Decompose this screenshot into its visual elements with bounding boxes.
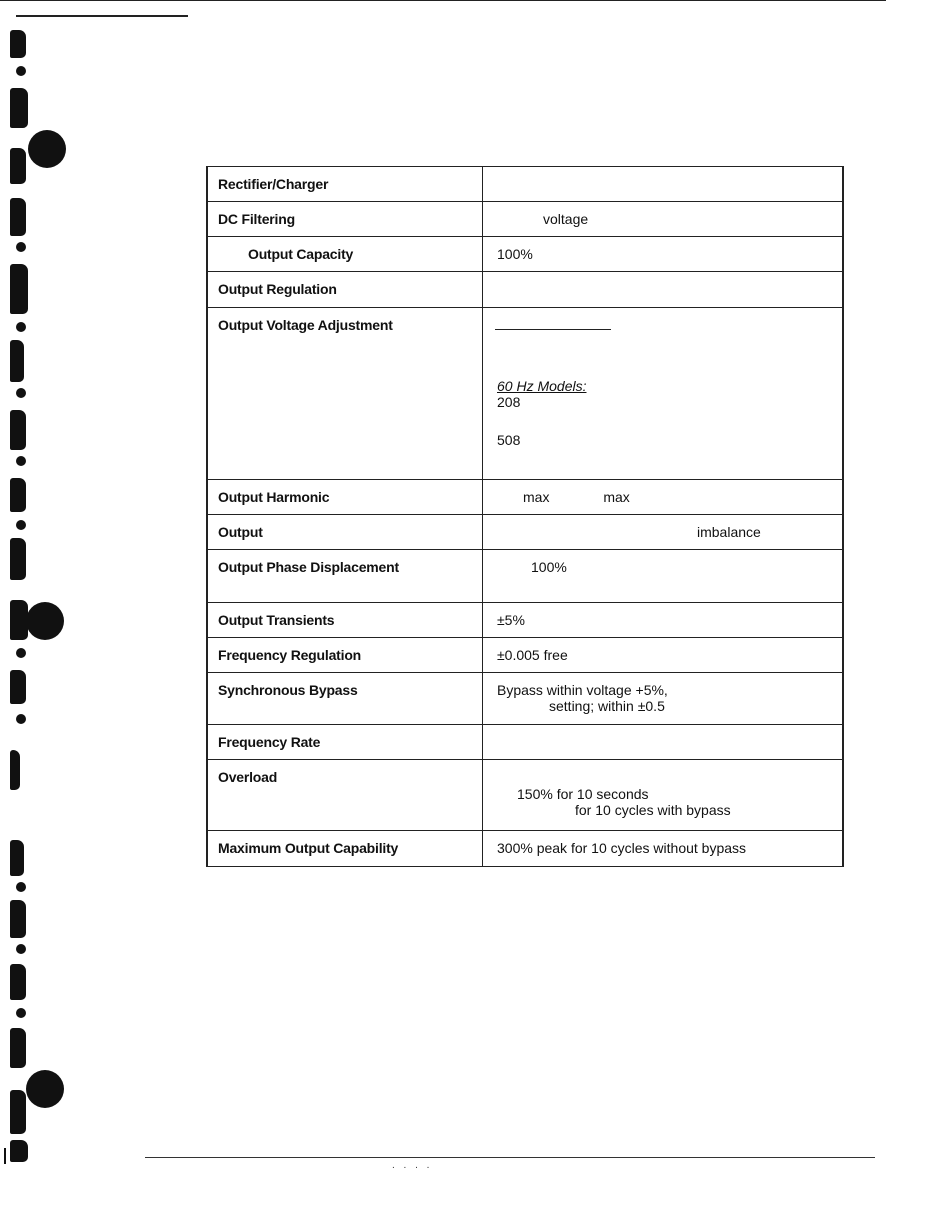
binding-mark xyxy=(10,600,28,640)
table-row xyxy=(207,550,843,603)
spec-value-line: Bypass within voltage +5%, xyxy=(497,682,668,698)
table-row xyxy=(207,760,843,831)
table-row xyxy=(207,480,843,515)
binding-dot xyxy=(16,882,26,892)
spec-label: Overload xyxy=(207,760,483,831)
spec-label: Frequency Regulation xyxy=(207,638,483,673)
spec-value-line: for 10 cycles with bypass xyxy=(575,802,731,818)
spec-label: Output Harmonic xyxy=(207,480,483,515)
binding-mark xyxy=(10,1140,28,1162)
binding-mark xyxy=(10,198,26,236)
table-row xyxy=(207,603,843,638)
spec-value-line: 150% for 10 seconds xyxy=(517,786,649,802)
spec-value: ±0.005 free xyxy=(483,638,844,673)
spec-value-line: setting; within ±0.5 xyxy=(549,698,665,714)
spec-value: 300% peak for 10 cycles without bypass xyxy=(483,831,844,867)
spec-label: Output Capacity xyxy=(207,237,483,272)
binding-mark xyxy=(10,30,26,58)
binding-mark xyxy=(10,900,26,938)
spec-label: Output Transients xyxy=(207,603,483,638)
binding-mark xyxy=(10,750,20,790)
table-row xyxy=(207,831,843,867)
spec-label: Output Voltage Adjustment xyxy=(207,308,483,480)
binding-mark xyxy=(10,340,24,382)
table-row xyxy=(207,167,843,202)
spec-value xyxy=(483,760,844,831)
binding-mark xyxy=(10,840,24,876)
binding-dot xyxy=(16,66,26,76)
spec-value: imbalance xyxy=(483,515,844,550)
binding-dot xyxy=(16,1008,26,1018)
binding-mark xyxy=(10,264,28,314)
spec-value xyxy=(483,167,844,202)
spec-label: DC Filtering xyxy=(207,202,483,237)
spec-value: ±5% xyxy=(483,603,844,638)
footer-corner-mark xyxy=(4,1148,6,1164)
spec-label: Output Phase Displacement xyxy=(207,550,483,603)
spec-value: 100% xyxy=(483,550,844,603)
top-rule xyxy=(0,0,886,1)
table-row xyxy=(207,308,843,480)
spec-value xyxy=(483,308,844,480)
binding-mark xyxy=(10,1090,26,1134)
spec-value: max max xyxy=(483,480,844,515)
spec-label: Frequency Rate xyxy=(207,725,483,760)
model-value: 208 xyxy=(497,394,521,410)
model-value: 508 xyxy=(497,432,521,448)
punch-hole xyxy=(26,1070,64,1108)
table-row xyxy=(207,725,843,760)
footer-text: . . . . xyxy=(392,1160,433,1171)
binding-dot xyxy=(16,388,26,398)
spec-label: Synchronous Bypass xyxy=(207,673,483,725)
binding-mark xyxy=(10,538,26,580)
binding-mark xyxy=(10,148,26,184)
table-row xyxy=(207,237,843,272)
spec-label: Maximum Output Capability xyxy=(207,831,483,867)
spec-value xyxy=(483,673,844,725)
binding-mark xyxy=(10,478,26,512)
spec-label: Rectifier/Charger xyxy=(207,167,483,202)
spec-value xyxy=(483,725,844,760)
binding-dot xyxy=(16,242,26,252)
footer-rule xyxy=(145,1157,875,1158)
spec-value xyxy=(483,272,844,308)
spec-table xyxy=(206,166,844,867)
binding-mark xyxy=(10,1028,26,1068)
binding-dot xyxy=(16,456,26,466)
table-row xyxy=(207,202,843,237)
binding-dot xyxy=(16,944,26,954)
blank-line xyxy=(495,329,611,330)
binding-dot xyxy=(16,322,26,332)
spec-label: Output Regulation xyxy=(207,272,483,308)
spec-value: 100% xyxy=(483,237,844,272)
binding-dot xyxy=(16,520,26,530)
model-heading: 60 Hz Models: xyxy=(497,378,587,394)
punch-hole xyxy=(28,130,66,168)
table-row xyxy=(207,515,843,550)
table-row xyxy=(207,272,843,308)
binding-mark xyxy=(10,88,28,128)
binding-mark xyxy=(10,964,26,1000)
binding-mark xyxy=(10,410,26,450)
header-rule xyxy=(16,15,188,17)
table-row xyxy=(207,638,843,673)
binding-edge xyxy=(0,30,70,1160)
binding-dot xyxy=(16,648,26,658)
table-row xyxy=(207,673,843,725)
spec-label: Output xyxy=(207,515,483,550)
binding-mark xyxy=(10,670,26,704)
spec-value: voltage xyxy=(483,202,844,237)
binding-dot xyxy=(16,714,26,724)
punch-hole xyxy=(26,602,64,640)
